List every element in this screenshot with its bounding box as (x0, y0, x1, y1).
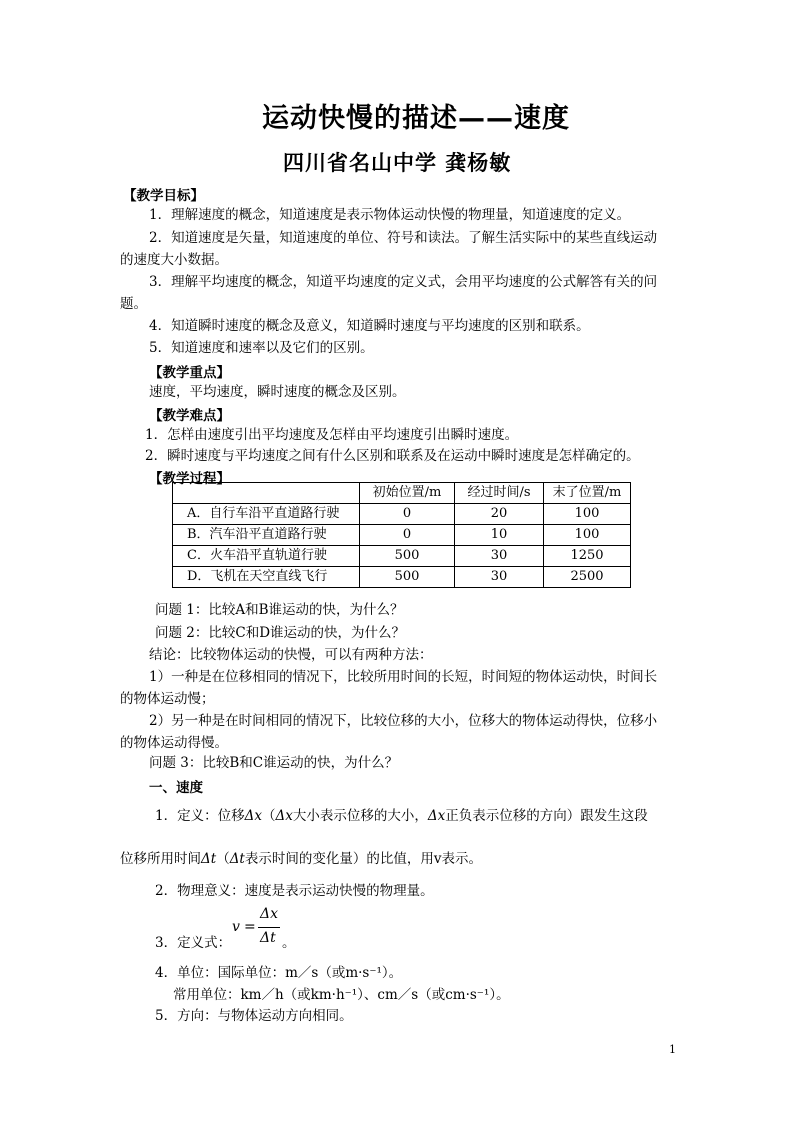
delta-t-symbol: Δt (201, 851, 217, 867)
key-points-heading: 【教学重点】 (149, 365, 230, 381)
definition-text: 1．定义：位移 (155, 808, 245, 824)
goal-line: 2．知道速度是矢量，知道速度的单位、符号和读法。了解生活实际中的某些直线运动 (149, 230, 658, 246)
table-cell: 30 (455, 567, 544, 588)
difficulties-heading: 【教学难点】 (149, 408, 230, 424)
table-header-cell: 经过时间/s (455, 483, 544, 504)
difficulty-line: 2．瞬时速度与平均速度之间有什么区别和联系及在运动中瞬时速度是怎样确定的。 (145, 448, 640, 464)
difficulty-line: 1．怎样由速度引出平均速度及怎样由平均速度引出瞬时速度。 (145, 427, 519, 443)
definition-line-1 (155, 807, 648, 825)
formula-end: 。 (282, 935, 296, 951)
table-cell: C．火车沿平直轨道行驶 (173, 546, 360, 567)
units-common: 常用单位：km／h（或km·h⁻¹）、cm／s（或cm·s⁻¹）。 (173, 987, 510, 1003)
table-cell: D．飞机在天空直线飞行 (173, 567, 360, 588)
definition-text: （ (261, 808, 276, 824)
method-2: 2）另一种是在时间相同的情况下，比较位移的大小，位移大的物体运动得快，位移小 (149, 713, 658, 729)
definition-text: 表示时间的变化量）的比值，用v表示。 (244, 851, 483, 867)
table-header-cell: 初始位置/m (360, 483, 455, 504)
units-si: 4．单位：国际单位：m／s（或m·s⁻¹）。 (155, 965, 403, 981)
table-cell: A．自行车沿平直道路行驶 (173, 504, 360, 525)
delta-x-symbol: Δx (244, 808, 262, 824)
formula-label: 3．定义式： (155, 935, 232, 951)
table-cell: 30 (455, 546, 544, 567)
fraction-bar (258, 927, 280, 928)
method-1: 1）一种是在位移相同的情况下，比较所用时间的长短，时间短的物体运动快，时间长 (149, 669, 658, 685)
process-heading: 【教学过程】 (149, 471, 230, 487)
definition-text: （ (216, 851, 230, 867)
table-cell: 500 (360, 546, 455, 567)
page-number: 1 (669, 1043, 676, 1056)
delta-t-symbol: Δt (229, 851, 245, 867)
formula-v: v (232, 919, 240, 935)
table-cell: B．汽车沿平直道路行驶 (173, 525, 360, 546)
goal-line: 的速度大小数据。 (120, 252, 228, 268)
conclusion: 结论：比较物体运动的快慢，可以有两种方法： (149, 647, 433, 663)
table-header-row (173, 483, 631, 504)
formula-denominator: Δt (260, 930, 276, 946)
question-3: 问题 3：比较B和C谁运动的快，为什么？ (149, 755, 399, 771)
definition-text: 位移所用时间 (120, 851, 201, 867)
definition-line-2 (120, 850, 482, 868)
table-row (173, 525, 631, 546)
question-1: 问题 1：比较A和B谁运动的快，为什么？ (155, 602, 404, 618)
method-2-cont: 的物体运动得慢。 (120, 735, 228, 751)
definition-text: 正负表示位移的方向）跟发生这段 (445, 808, 648, 824)
page-title: 运动快慢的描述——速度 (262, 103, 570, 134)
table-header-cell (173, 483, 360, 504)
goal-line: 题。 (120, 296, 147, 312)
table-cell: 100 (544, 504, 631, 525)
goal-line: 3．理解平均速度的概念，知道平均速度的定义式，会用平均速度的公式解答有关的问 (149, 274, 658, 290)
physical-meaning: 2．物理意义：速度是表示运动快慢的物理量。 (155, 883, 434, 899)
table-cell: 0 (360, 525, 455, 546)
table-cell: 10 (455, 525, 544, 546)
table-row (173, 504, 631, 525)
table-cell: 20 (455, 504, 544, 525)
key-points-text: 速度，平均速度，瞬时速度的概念及区别。 (149, 384, 406, 400)
goal-line: 5．知道速度和速率以及它们的区别。 (149, 340, 374, 356)
table-cell: 1250 (544, 546, 631, 567)
goal-line: 4．知道瞬时速度的概念及意义，知道瞬时速度与平均速度的区别和联系。 (149, 318, 590, 334)
direction: 5．方向：与物体运动方向相同。 (155, 1008, 353, 1024)
goals-heading: 【教学目标】 (123, 188, 204, 204)
speed-heading: 一、速度 (149, 780, 203, 796)
table-row (173, 546, 631, 567)
table-row (173, 567, 631, 588)
formula-equals: = (244, 919, 256, 935)
author-line: 四川省名山中学 龚杨敏 (283, 151, 512, 175)
motion-comparison-table (172, 482, 631, 588)
table-header-cell: 末了位置/m (544, 483, 631, 504)
definition-text: 大小表示位移的大小， (292, 808, 428, 824)
formula-numerator: Δx (260, 906, 279, 922)
question-2: 问题 2：比较C和D谁运动的快，为什么？ (155, 625, 406, 641)
delta-x-symbol: Δx (275, 808, 293, 824)
goal-line: 1．理解速度的概念，知道速度是表示物体运动快慢的物理量，知道速度的定义。 (149, 207, 631, 223)
table-cell: 0 (360, 504, 455, 525)
table-cell: 100 (544, 525, 631, 546)
method-1-cont: 的物体运动慢； (120, 691, 215, 707)
delta-x-symbol: Δx (427, 808, 446, 824)
table-cell: 500 (360, 567, 455, 588)
table-cell: 2500 (544, 567, 631, 588)
